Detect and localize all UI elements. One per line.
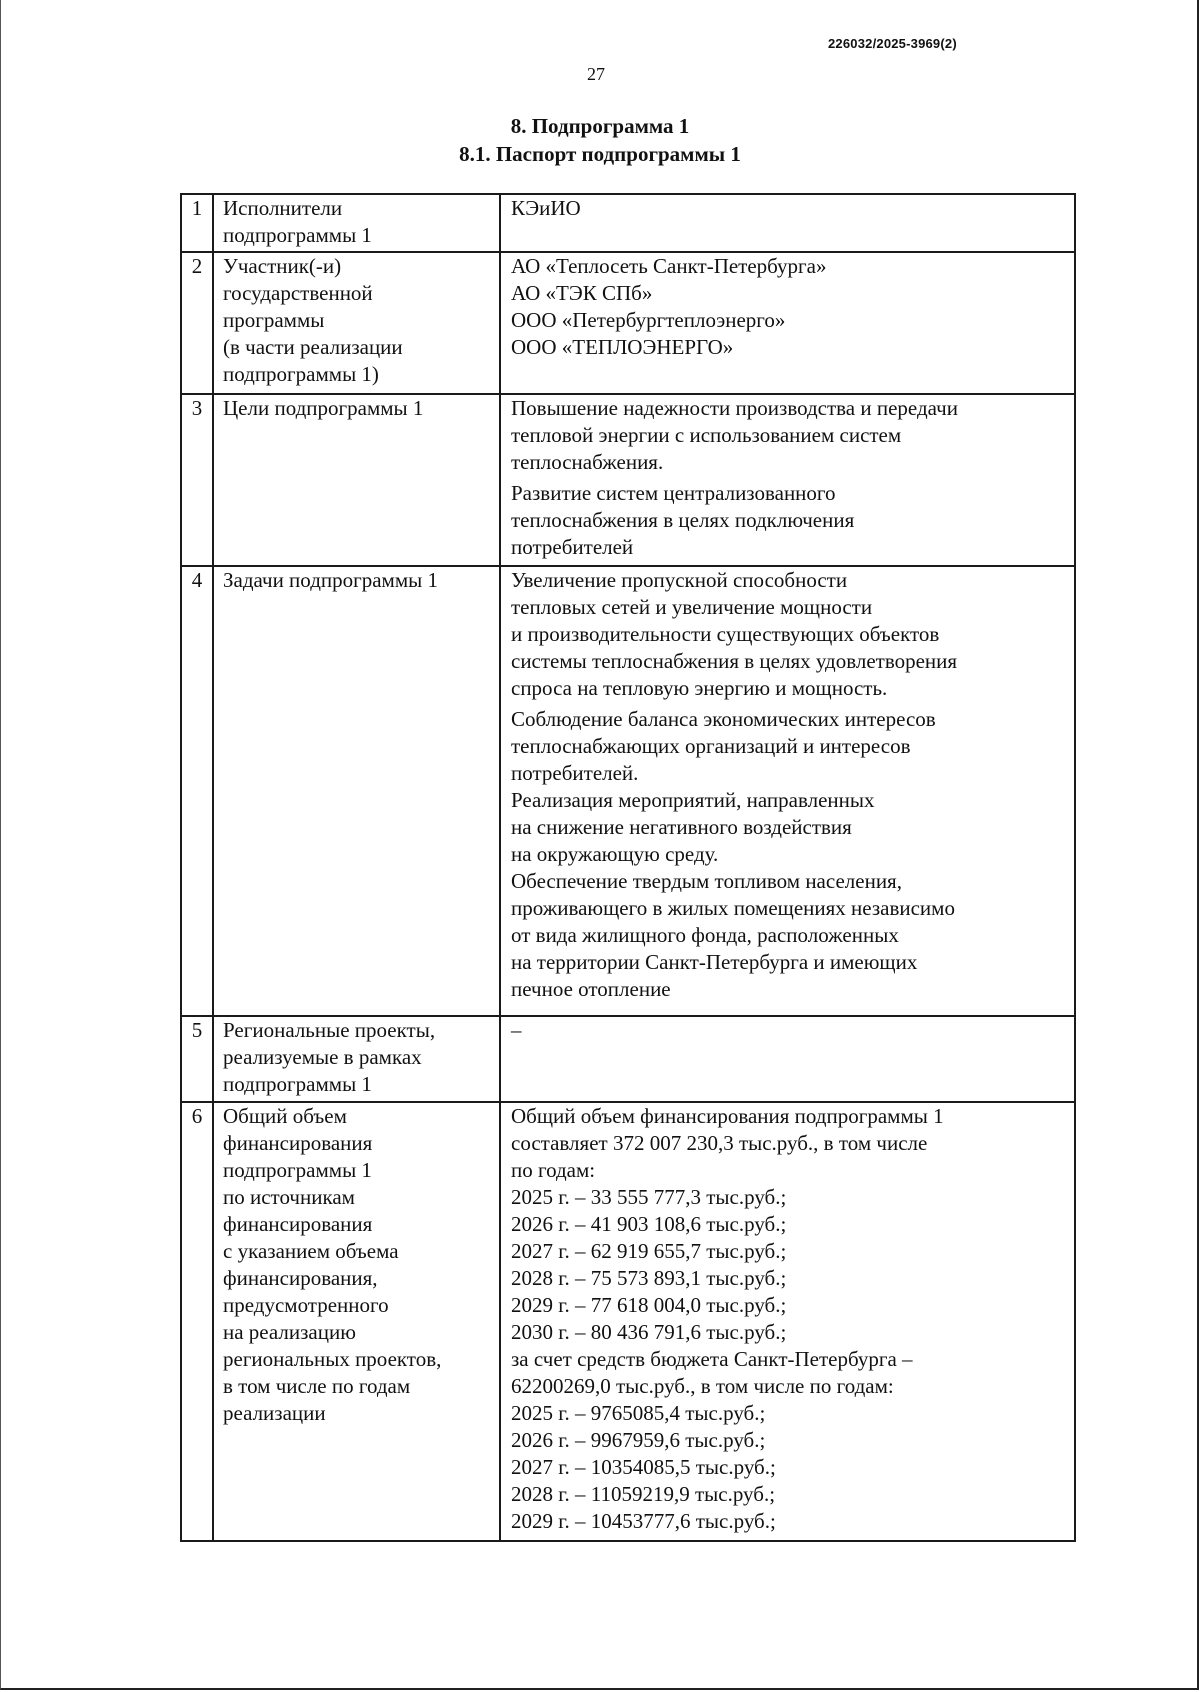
row-label-line: на реализацию xyxy=(223,1320,356,1344)
row-label-cell xyxy=(213,1102,500,1541)
value-line: потребителей. xyxy=(511,761,639,785)
value-line: АО «Теплосеть Санкт-Петербурга» xyxy=(511,254,827,278)
row-label-line: реализации xyxy=(223,1401,326,1425)
row-number: 3 xyxy=(191,396,203,420)
row-number: 4 xyxy=(191,568,203,592)
value-line: и производительности существующих объектов xyxy=(511,622,940,646)
value-line: 2026 г. – 41 903 108,6 тыс.руб.; xyxy=(511,1212,787,1236)
value-line: ООО «ТЕПЛОЭНЕРГО» xyxy=(511,335,734,359)
title-block xyxy=(0,112,1200,168)
row-label-line: подпрограммы 1) xyxy=(223,362,379,386)
row-value-cell xyxy=(500,1016,1075,1102)
row-label-line: (в части реализации xyxy=(223,335,403,359)
value-line: 62200269,0 тыс.руб., в том числе по годам: xyxy=(511,1374,894,1398)
value-line: печное отопление xyxy=(511,977,671,1001)
value-line: от вида жилищного фонда, расположенных xyxy=(511,923,899,947)
value-line: Повышение надежности производства и передачи xyxy=(511,396,958,420)
value-line: системы теплоснабжения в целях удовлетворения xyxy=(511,649,958,673)
value-paragraph xyxy=(511,1103,1068,1535)
row-label-line: в том числе по годам xyxy=(223,1374,411,1398)
value-line: на снижение негативного воздействия xyxy=(511,815,852,839)
value-paragraph xyxy=(511,567,1068,702)
row-label-line: предусмотренного xyxy=(223,1293,389,1317)
value-line: АО «ТЭК СПб» xyxy=(511,281,653,305)
value-line: тепловой энергии с использованием систем xyxy=(511,423,902,447)
row-label-line: Задачи подпрограммы 1 xyxy=(223,568,438,592)
row-value-cell xyxy=(500,566,1075,1016)
row-label-cell xyxy=(213,566,500,1016)
value-line: за счет средств бюджета Санкт-Петербурга – xyxy=(511,1347,913,1371)
row-number-cell xyxy=(181,252,213,394)
value-line: 2029 г. – 10453777,6 тыс.руб.; xyxy=(511,1509,776,1533)
table-row xyxy=(181,194,1075,252)
value-line: КЭиИО xyxy=(511,196,581,220)
value-line: – xyxy=(511,1018,522,1042)
value-line: 2028 г. – 75 573 893,1 тыс.руб.; xyxy=(511,1266,787,1290)
value-line: ООО «Петербургтеплоэнерго» xyxy=(511,308,786,332)
row-label-line: программы xyxy=(223,308,325,332)
value-line: 2028 г. – 11059219,9 тыс.руб.; xyxy=(511,1482,776,1506)
value-paragraph xyxy=(511,395,1068,476)
value-paragraph xyxy=(511,195,1068,222)
value-line: 2030 г. – 80 436 791,6 тыс.руб.; xyxy=(511,1320,787,1344)
value-line: потребителей xyxy=(511,535,634,559)
row-label-cell xyxy=(213,394,500,566)
row-number: 6 xyxy=(191,1104,203,1128)
row-label-line: финансирования xyxy=(223,1131,373,1155)
value-line: проживающего в жилых помещениях независимо xyxy=(511,896,955,920)
table-row xyxy=(181,566,1075,1016)
row-label-line: реализуемые в рамках xyxy=(223,1045,422,1069)
row-label-line: Региональные проекты, xyxy=(223,1018,436,1042)
row-label-line: по источникам xyxy=(223,1185,355,1209)
row-label-line: Цели подпрограммы 1 xyxy=(223,396,424,420)
section-title: 8. Подпрограмма 1 xyxy=(510,114,690,138)
value-line: теплоснабжающих организаций и интересов xyxy=(511,734,911,758)
row-number: 1 xyxy=(191,196,203,220)
row-number: 5 xyxy=(191,1018,203,1042)
value-line: на территории Санкт-Петербурга и имеющих xyxy=(511,950,918,974)
row-label-line: Участник(-и) xyxy=(223,254,342,278)
value-line: 2025 г. – 33 555 777,3 тыс.руб.; xyxy=(511,1185,787,1209)
row-value-cell xyxy=(500,194,1075,252)
value-line: 2029 г. – 77 618 004,0 тыс.руб.; xyxy=(511,1293,787,1317)
value-line: Развитие систем централизованного xyxy=(511,481,836,505)
row-label-line: Исполнители xyxy=(223,196,343,220)
value-line: на окружающую среду. xyxy=(511,842,719,866)
row-value-cell xyxy=(500,252,1075,394)
value-line: Общий объем финансирования подпрограммы 1 xyxy=(511,1104,944,1128)
value-paragraph xyxy=(511,706,1068,1003)
row-number: 2 xyxy=(191,254,203,278)
document-number: 226032/2025-3969(2) xyxy=(828,36,957,51)
value-paragraph xyxy=(511,480,1068,561)
value-line: 2026 г. – 9967959,6 тыс.руб.; xyxy=(511,1428,766,1452)
value-line: спроса на тепловую энергию и мощность. xyxy=(511,676,888,700)
table-row xyxy=(181,1016,1075,1102)
row-label-line: подпрограммы 1 xyxy=(223,1158,372,1182)
row-number-cell xyxy=(181,1016,213,1102)
value-line: составляет 372 007 230,3 тыс.руб., в том числе xyxy=(511,1131,928,1155)
row-label-line: подпрограммы 1 xyxy=(223,1072,372,1096)
row-label-line: государственной xyxy=(223,281,373,305)
value-line: Увеличение пропускной способности xyxy=(511,568,848,592)
value-line: по годам: xyxy=(511,1158,596,1182)
value-line: 2025 г. – 9765085,4 тыс.руб.; xyxy=(511,1401,766,1425)
row-label-line: с указанием объема xyxy=(223,1239,399,1263)
row-label-cell xyxy=(213,1016,500,1102)
value-line: Обеспечение твердым топливом населения, xyxy=(511,869,902,893)
value-line: 2027 г. – 62 919 655,7 тыс.руб.; xyxy=(511,1239,787,1263)
row-number-cell xyxy=(181,1102,213,1541)
row-label-line: финансирования xyxy=(223,1212,373,1236)
row-number-cell xyxy=(181,566,213,1016)
row-number-cell xyxy=(181,194,213,252)
value-paragraph xyxy=(511,253,1068,361)
table-row xyxy=(181,1102,1075,1541)
row-label-cell xyxy=(213,194,500,252)
row-value-cell xyxy=(500,1102,1075,1541)
page-number: 27 xyxy=(587,64,605,84)
value-paragraph xyxy=(511,1017,1068,1044)
value-line: тепловых сетей и увеличение мощности xyxy=(511,595,873,619)
value-line: теплоснабжения. xyxy=(511,450,664,474)
table-row xyxy=(181,394,1075,566)
row-label-line: финансирования, xyxy=(223,1266,378,1290)
row-label-line: подпрограммы 1 xyxy=(223,223,372,247)
value-line: теплоснабжения в целях подключения xyxy=(511,508,855,532)
row-number-cell xyxy=(181,394,213,566)
row-label-line: Общий объем xyxy=(223,1104,347,1128)
value-line: 2027 г. – 10354085,5 тыс.руб.; xyxy=(511,1455,776,1479)
row-label-line: региональных проектов, xyxy=(223,1347,442,1371)
subsection-title: 8.1. Паспорт подпрограммы 1 xyxy=(459,142,741,166)
value-line: Реализация мероприятий, направленных xyxy=(511,788,875,812)
passport-table xyxy=(180,193,1076,1542)
row-value-cell xyxy=(500,394,1075,566)
row-label-cell xyxy=(213,252,500,394)
value-line: Соблюдение баланса экономических интересов xyxy=(511,707,936,731)
table-row xyxy=(181,252,1075,394)
